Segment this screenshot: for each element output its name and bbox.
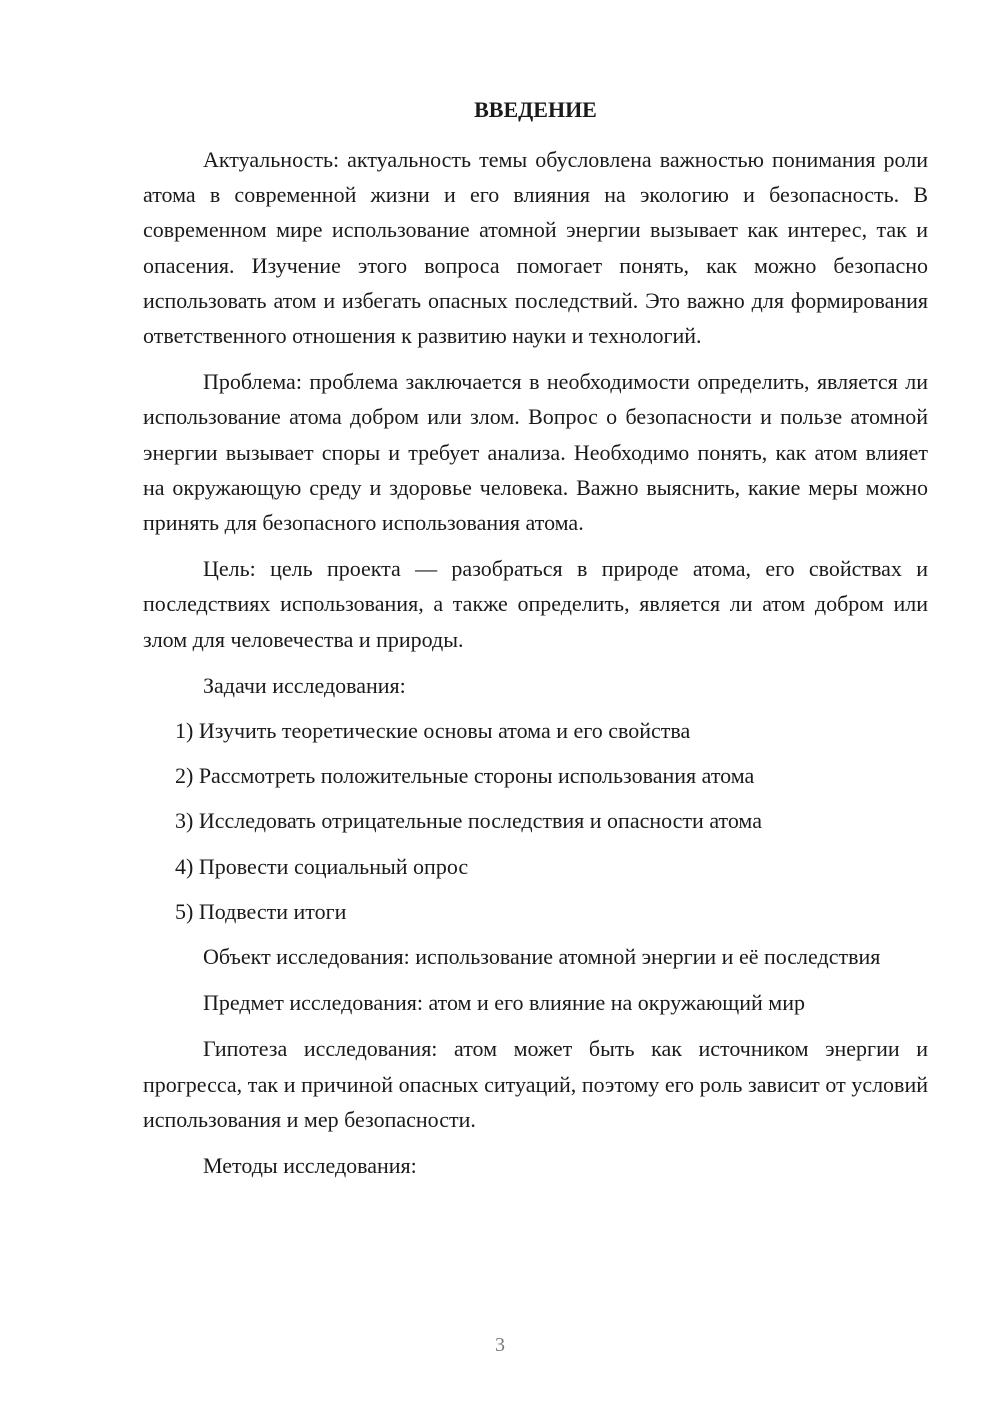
spacer bbox=[143, 929, 928, 939]
spacer bbox=[143, 884, 928, 894]
spacer bbox=[143, 1137, 928, 1148]
page-title: ВВЕДЕНИЕ bbox=[474, 97, 597, 122]
spacer bbox=[143, 127, 928, 142]
paragraph-tasks-heading: Задачи исследования: bbox=[203, 672, 406, 698]
document-page bbox=[143, 92, 928, 1183]
paragraph-goal: Цель: цель проекта — разобраться в природе атома, его свойствах и последствиях использования, а также определить, является ли атом добром или злом для человечества и природы. bbox=[143, 556, 928, 652]
paragraph-relevance: Актуальность: актуальность темы обусловлена важностью понимания роли атома в современной жизни и его влияния на экологию и безопасность. В современном мире использование атомной энергии вызывает как интерес, так и опасения. Изучение этого вопроса помогает понять, как можно безопасно использовать атом и избегать опасных последствий. Это важно для формирования ответственного отношения к развитию науки и технологий. bbox=[143, 147, 928, 349]
spacer bbox=[143, 748, 928, 758]
spacer bbox=[143, 540, 928, 551]
list-item: 3) Исследовать отрицательные последствия и опасности атома bbox=[175, 808, 762, 834]
list-item: 1) Изучить теоретические основы атома и его свойства bbox=[175, 718, 691, 744]
spacer bbox=[143, 703, 928, 713]
spacer bbox=[143, 1020, 928, 1031]
list-item: 5) Подвести итоги bbox=[175, 898, 347, 924]
paragraph-hypothesis: Гипотеза исследования: атом может быть как источником энергии и прогресса, так и причиной опасных ситуаций, поэтому его роль зависит от условий использования и мер безопасности. bbox=[143, 1036, 928, 1132]
spacer bbox=[143, 353, 928, 364]
paragraph-object: Объект исследования: использование атомной энергии и её последствия bbox=[203, 944, 881, 970]
spacer bbox=[143, 657, 928, 668]
list-item: 2) Рассмотреть положительные стороны использования атома bbox=[175, 763, 755, 789]
spacer bbox=[143, 839, 928, 849]
list-item: 4) Провести социальный опрос bbox=[175, 853, 469, 879]
page-number: 3 bbox=[495, 1334, 505, 1356]
paragraph-problem: Проблема: проблема заключается в необходимости определить, является ли использование атома добром или злом. Вопрос о безопасности и пользе атомной энергии вызывает споры и требует анализа. Необходимо понять, как атом влияет на окружающую среду и здоровье человека. Важно выяснить, какие меры можно принять для безопасного использования атома. bbox=[143, 369, 928, 536]
spacer bbox=[143, 974, 928, 985]
spacer bbox=[143, 793, 928, 803]
paragraph-subject: Предмет исследования: атом и его влияние на окружающий мир bbox=[203, 990, 805, 1016]
paragraph-methods-heading: Методы исследования: bbox=[203, 1153, 417, 1179]
